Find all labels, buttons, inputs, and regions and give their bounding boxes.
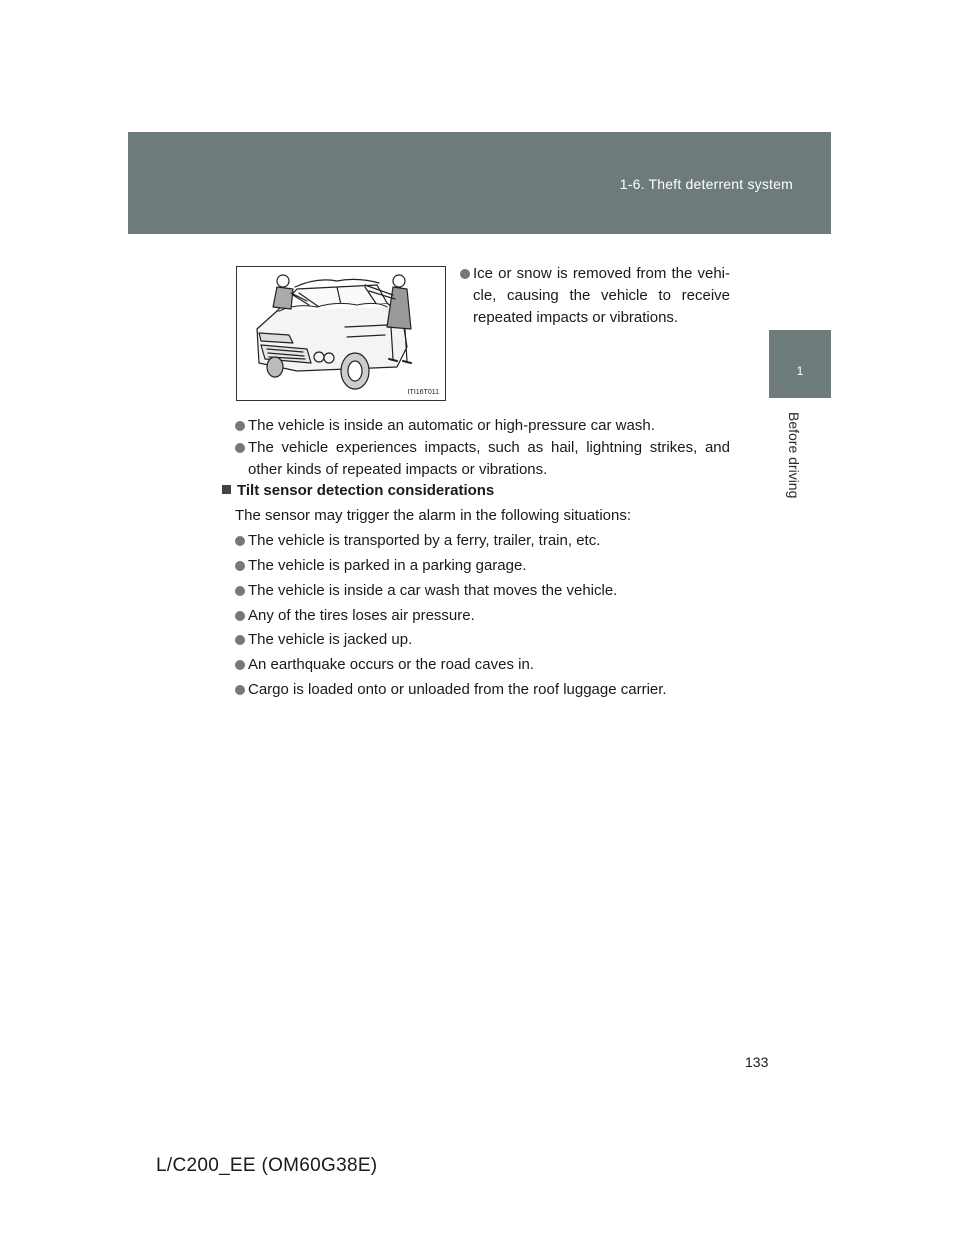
section-heading: Tilt sensor detection considerations — [222, 480, 494, 502]
list-item-text: other kinds of repeated impacts or vibrations. — [248, 461, 548, 478]
list-item-text: Ice or snow is removed from the vehi- — [473, 265, 730, 282]
bullet-icon — [235, 660, 245, 670]
bullet-icon — [235, 611, 245, 621]
list-item — [235, 437, 730, 481]
bullet-icon — [235, 561, 245, 571]
list-item-text: The vehicle is inside an automatic or high-pressure car wash. — [248, 417, 655, 434]
list-item-text: Any of the tires loses air pressure. — [248, 607, 475, 624]
bullet-icon — [235, 685, 245, 695]
list-item-text: repeated impacts or vibrations. — [473, 309, 679, 326]
bullet-icon — [235, 443, 245, 453]
section-title: 1-6. Theft deterrent system — [619, 176, 793, 192]
list-item — [235, 580, 730, 602]
bullet-icon — [235, 536, 245, 546]
document-code: L/C200_EE (OM60G38E) — [156, 1155, 378, 1176]
bullet-icon — [235, 635, 245, 645]
page-number: 133 — [745, 1054, 769, 1070]
list-item-text: The vehicle experiences impacts, such as hail, lightning strikes, and — [248, 439, 730, 456]
square-bullet-icon — [222, 485, 231, 494]
bullet-icon — [235, 586, 245, 596]
car-illustration — [236, 266, 446, 401]
intro-text: The sensor may trigger the alarm in the following situations: — [235, 507, 632, 524]
car-snow-removal-drawing — [237, 267, 444, 399]
list-item-text: An earthquake occurs or the road caves in. — [248, 656, 534, 673]
chapter-label: Before driving — [786, 412, 802, 499]
list-item — [235, 679, 730, 701]
list-item — [235, 555, 730, 577]
chapter-number: 1 — [796, 364, 804, 378]
bullet-icon — [460, 269, 470, 279]
list-item — [235, 629, 730, 651]
list-item-text: Cargo is loaded onto or unloaded from the roof luggage carrier. — [248, 681, 667, 698]
list-item-text: The vehicle is parked in a parking garage. — [248, 557, 527, 574]
list-item-text: The vehicle is jacked up. — [248, 631, 413, 648]
list-item — [235, 415, 730, 437]
list-item-text: The vehicle is transported by a ferry, trailer, train, etc. — [248, 532, 601, 549]
header-band — [128, 132, 831, 234]
list-item — [235, 530, 730, 552]
list-item-text: The vehicle is inside a car wash that moves the vehicle. — [248, 582, 618, 599]
list-item — [235, 654, 730, 676]
list-item — [460, 263, 730, 329]
illustration-code: ITI16T011 — [407, 389, 439, 396]
bullet-icon — [235, 421, 245, 431]
list-item — [235, 605, 730, 627]
list-item-text: cle, causing the vehicle to receive — [473, 287, 730, 304]
chapter-tab — [769, 330, 831, 398]
